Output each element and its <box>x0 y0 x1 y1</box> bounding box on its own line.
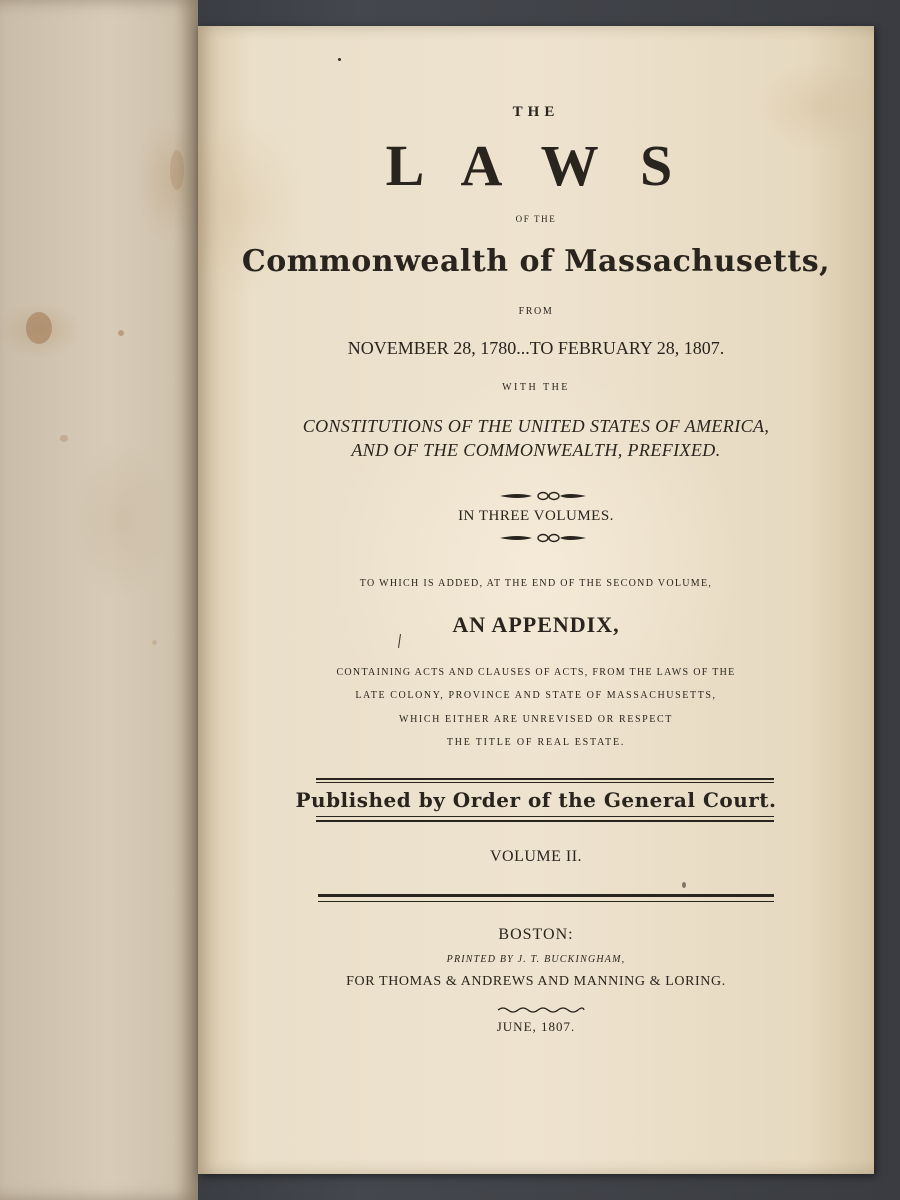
rule-thin <box>318 901 774 902</box>
constitutions-line-2: AND OF THE COMMONWEALTH, PREFIXED. <box>351 440 721 460</box>
constitutions-line-1: CONSTITUTIONS OF THE UNITED STATES OF AMERICA, <box>302 416 770 436</box>
title-with-the: WITH THE <box>502 382 570 393</box>
imprint-printer: PRINTED BY J. T. BUCKINGHAM, <box>446 954 626 965</box>
rule-double-bottom-a <box>316 816 774 817</box>
appendix-desc-4: THE TITLE OF REAL ESTATE. <box>446 737 626 748</box>
date-range: NOVEMBER 28, 1780...TO FEBRUARY 28, 1807. <box>347 338 725 358</box>
title-from: FROM <box>518 306 554 317</box>
appendix-heading: AN APPENDIX, <box>452 612 620 637</box>
imprint-city: BOSTON: <box>498 926 574 943</box>
ink-fleck <box>682 882 686 888</box>
ornament-divider-top <box>498 490 588 502</box>
left-endpaper <box>0 0 198 1200</box>
foxing-spot <box>152 640 157 645</box>
rule-thick <box>318 894 774 897</box>
volume-number: VOLUME II. <box>489 848 583 865</box>
appendix-desc-3: WHICH EITHER ARE UNREVISED OR RESPECT <box>399 714 673 725</box>
foxing-spot <box>170 150 184 190</box>
title-of-the: OF THE <box>515 214 557 224</box>
ornament-wave <box>496 1006 586 1014</box>
title-laws: L A W S <box>385 133 687 198</box>
added-note: TO WHICH IS ADDED, AT THE END OF THE SECOND VOLUME, <box>359 578 713 589</box>
rule-double-top-b <box>316 782 774 783</box>
ornament-divider-bottom <box>498 532 588 544</box>
rule-double-bottom-b <box>316 820 774 822</box>
foxing-spot <box>118 330 124 336</box>
foxing-spot <box>26 312 52 344</box>
title-commonwealth: Commonwealth of Massachusetts, <box>241 244 831 279</box>
foxing-spot <box>60 435 68 442</box>
imprint-date: JUNE, 1807. <box>496 1019 576 1034</box>
rule-double-top-a <box>316 778 774 780</box>
appendix-desc-2: LATE COLONY, PROVINCE AND STATE OF MASSACHUSETTS, <box>355 690 717 701</box>
title-page <box>198 26 874 1174</box>
ink-fleck <box>338 58 341 61</box>
title-the: THE <box>512 104 560 120</box>
appendix-desc-1: CONTAINING ACTS AND CLAUSES OF ACTS, FROM THE LAWS OF THE <box>336 667 736 678</box>
imprint-publishers: FOR THOMAS & ANDREWS AND MANNING & LORING. <box>346 974 726 989</box>
published-by-order: Published by Order of the General Court. <box>295 788 777 812</box>
volumes-note: IN THREE VOLUMES. <box>458 508 614 524</box>
